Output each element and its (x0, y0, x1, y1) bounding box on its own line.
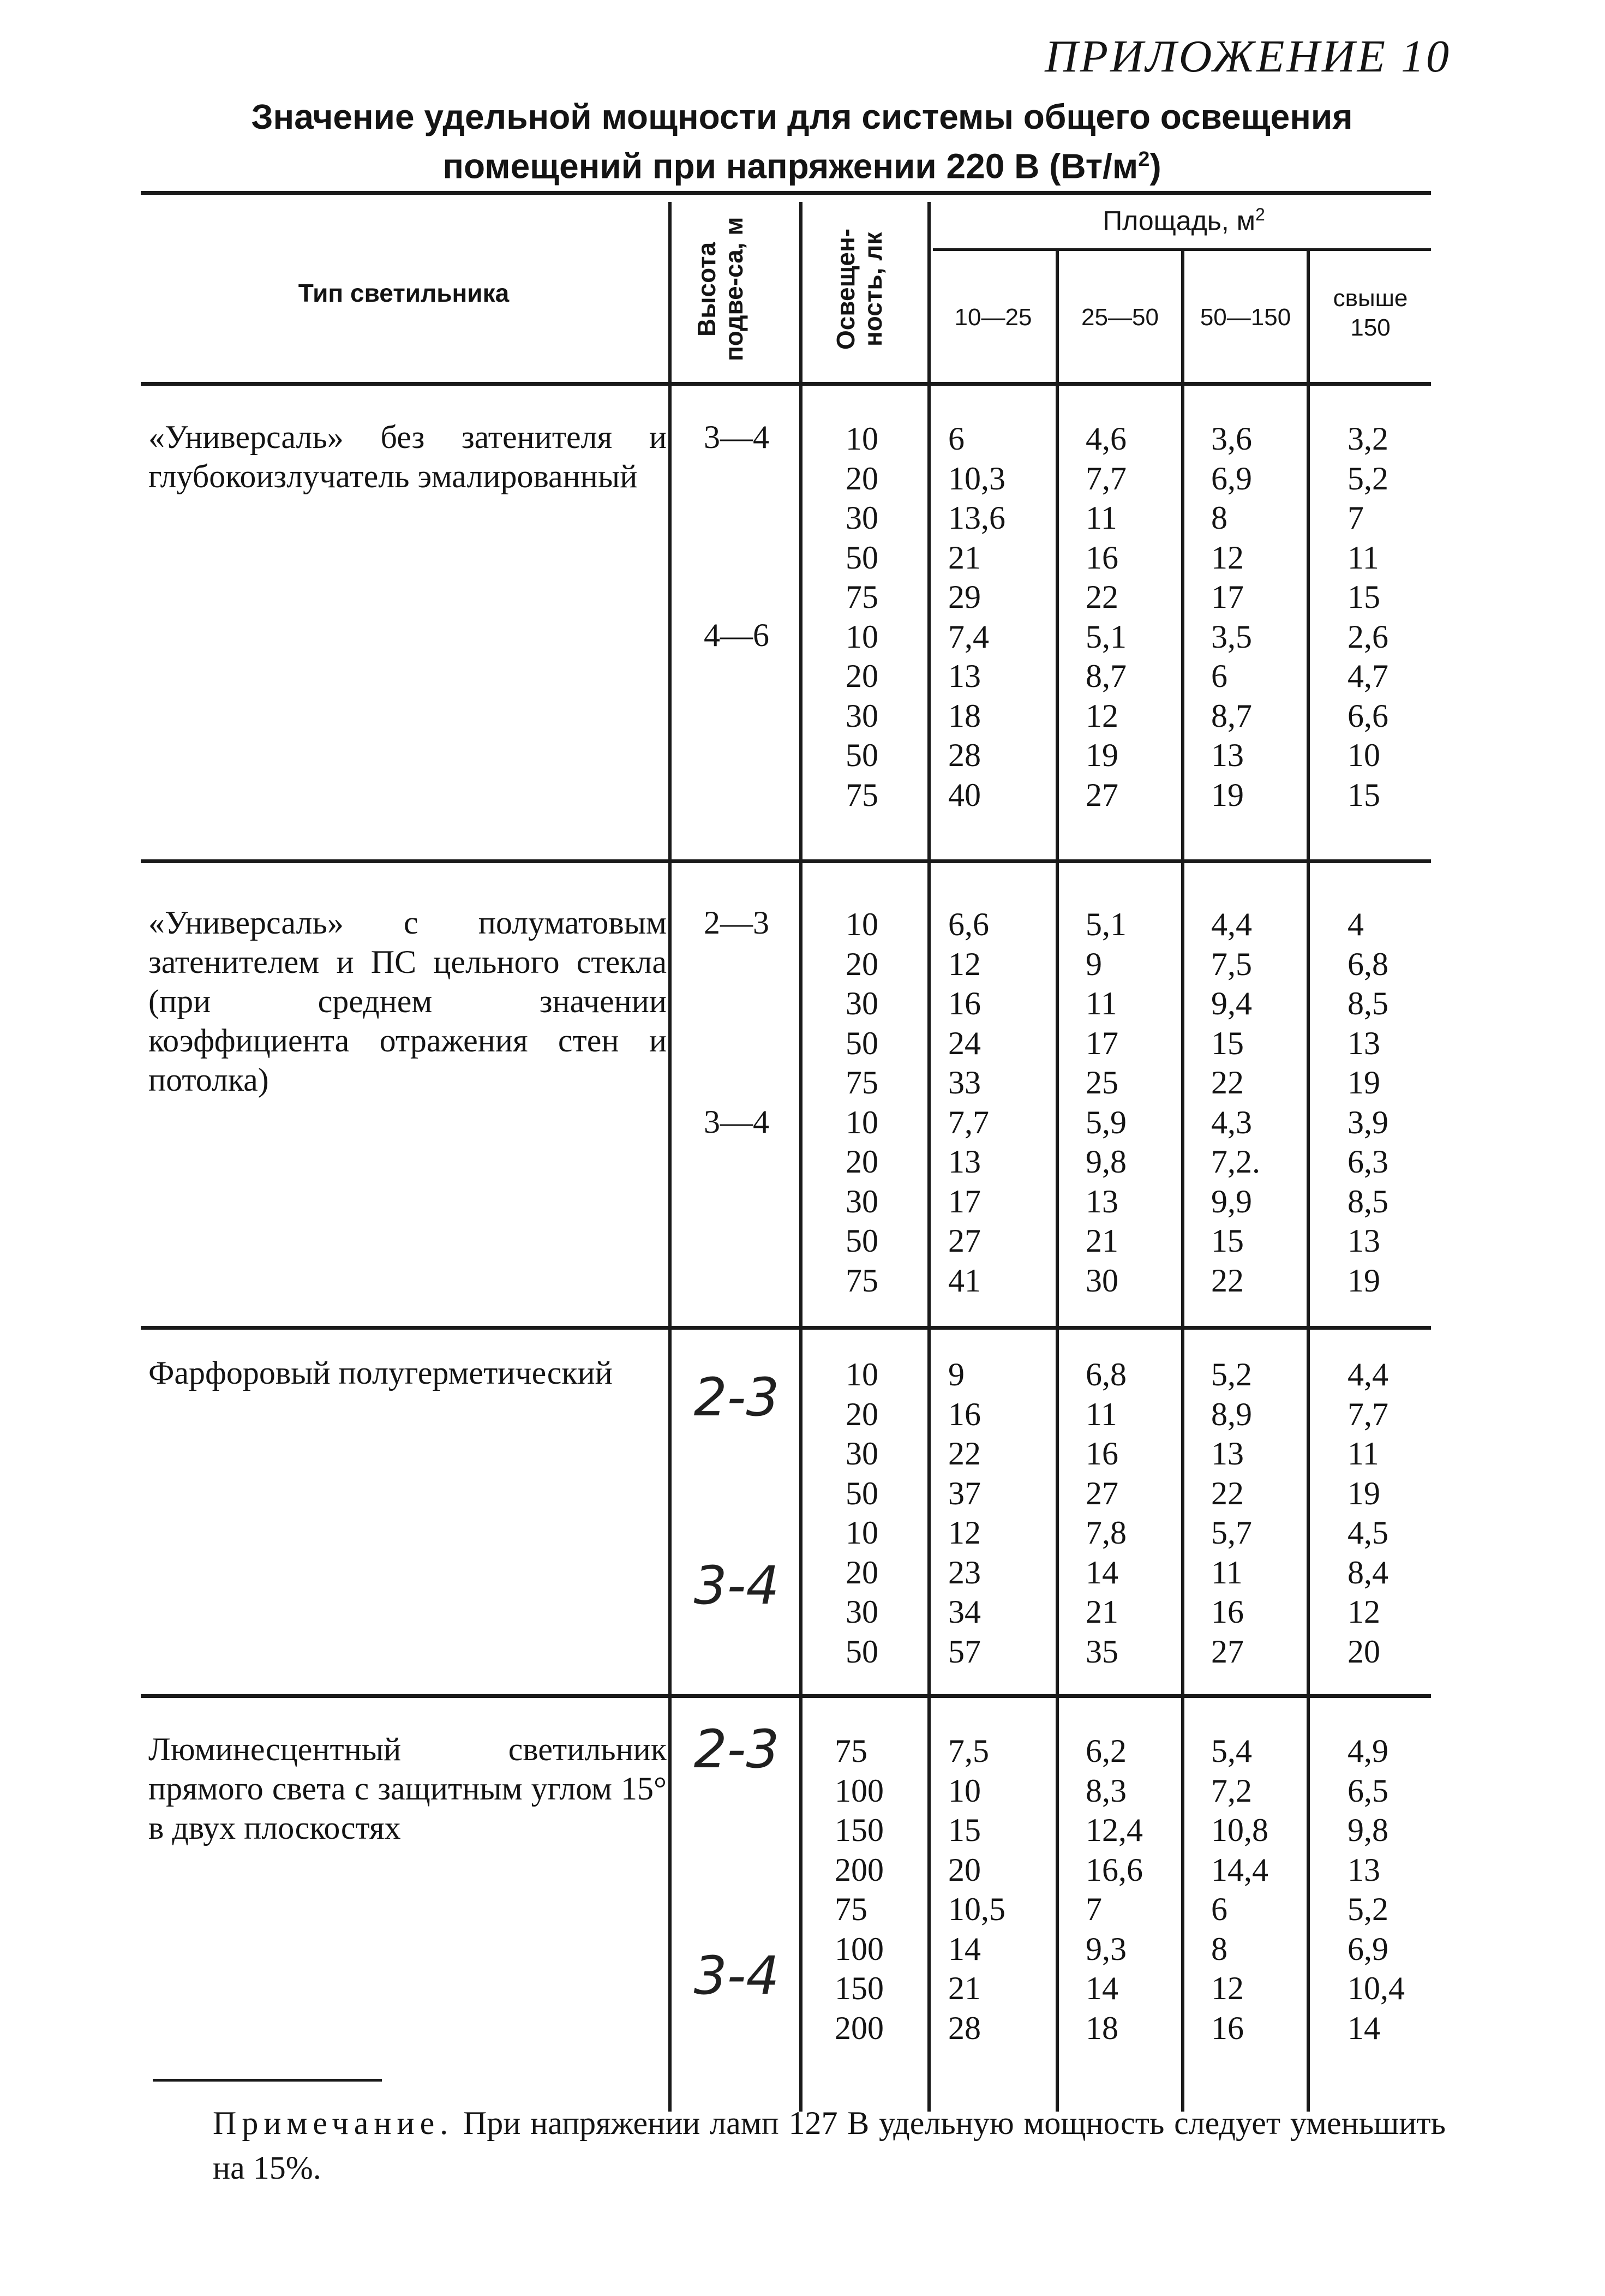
group2-area1-col (948, 905, 989, 1300)
group3-illum-cell-7: 30 (846, 1594, 878, 1630)
group3-area2-cell-1: 6,8 (1086, 1356, 1127, 1392)
group1-area1-cell-8: 18 (948, 697, 981, 734)
header-area-50-150: 50—150 (1200, 304, 1291, 331)
group2-area1-cell-8: 17 (948, 1183, 981, 1219)
group2-area1-cell-4: 24 (948, 1025, 981, 1061)
group3-area4-cell-8: 20 (1348, 1633, 1380, 1670)
group2-area3-cell-8: 9,9 (1211, 1183, 1252, 1219)
group4-area1-col (948, 1731, 1005, 2048)
group2-height-b: 3—4 (704, 1104, 769, 1140)
group2-illum-cell-1: 10 (846, 906, 878, 942)
group4-area3-cell-1: 5,4 (1211, 1733, 1252, 1769)
group2-area4-cell-8: 8,5 (1348, 1183, 1388, 1219)
group2-area2-cell-10: 30 (1086, 1262, 1118, 1299)
group3-area4-col (1348, 1355, 1388, 1671)
group2-illum-cell-3: 30 (846, 985, 878, 1021)
appendix-label: ПРИЛОЖЕНИЕ 10 (1045, 31, 1451, 82)
footnote (213, 2101, 1446, 2190)
group4-area1-cell-2: 10 (948, 1772, 981, 1809)
group4-area2-cell-2: 8,3 (1086, 1772, 1127, 1809)
group3-area2-cell-3: 16 (1086, 1436, 1118, 1472)
group1-area4-cell-2: 5,2 (1348, 460, 1388, 497)
group1-area3-cell-1: 3,6 (1211, 421, 1252, 457)
group2-area2-cell-2: 9 (1086, 946, 1102, 982)
group3-area3-cell-2: 8,9 (1211, 1396, 1252, 1432)
group4-area1-cell-5: 10,5 (948, 1891, 1005, 1927)
group1-area2-cell-2: 7,7 (1086, 460, 1127, 497)
group1-area3-cell-4: 12 (1211, 539, 1244, 576)
group3-area3-cell-1: 5,2 (1211, 1356, 1252, 1392)
group3-area3-cell-5: 5,7 (1211, 1515, 1252, 1551)
group4-area4-col (1348, 1731, 1405, 2048)
group3-area1-cell-5: 12 (948, 1515, 981, 1551)
group1-area3-cell-8: 8,7 (1211, 697, 1252, 734)
group2-illum-cell-8: 30 (846, 1183, 878, 1219)
group4-area1-cell-3: 15 (948, 1812, 981, 1848)
group3-area2-cell-5: 7,8 (1086, 1515, 1127, 1551)
group3-area4-cell-3: 11 (1348, 1436, 1379, 1472)
group1-area4-cell-10: 15 (1348, 776, 1380, 813)
header-area-25-50: 25—50 (1081, 304, 1159, 331)
group3-area3-cell-8: 27 (1211, 1633, 1244, 1670)
group1-area1-cell-7: 13 (948, 658, 981, 694)
group4-illum-cell-6: 100 (835, 1930, 884, 1967)
group1-area4-col (1348, 419, 1388, 815)
group1-area1-cell-3: 13,6 (948, 500, 1005, 536)
group4-area4-cell-2: 6,5 (1348, 1772, 1388, 1809)
group3-area3-cell-4: 22 (1211, 1475, 1244, 1511)
group1-area3-cell-6: 3,5 (1211, 618, 1252, 655)
group2-area2-cell-8: 13 (1086, 1183, 1118, 1219)
group2-area2-cell-4: 17 (1086, 1025, 1118, 1061)
group2-area3-cell-6: 4,3 (1211, 1104, 1252, 1140)
group2-area1-cell-7: 13 (948, 1144, 981, 1180)
group3-area2-cell-6: 14 (1086, 1554, 1118, 1591)
group4-illum-cell-7: 150 (835, 1970, 884, 2006)
group3-illum-cell-2: 20 (846, 1396, 878, 1432)
group4-area4-cell-7: 10,4 (1348, 1970, 1405, 2006)
group1-area2-cell-6: 5,1 (1086, 618, 1127, 655)
group2-area4-cell-7: 6,3 (1348, 1144, 1388, 1180)
group3-area1-cell-8: 57 (948, 1633, 981, 1670)
group3-area2-cell-7: 21 (1086, 1594, 1118, 1630)
group1-area3-cell-7: 6 (1211, 658, 1227, 694)
group3-illum-cell-6: 20 (846, 1554, 878, 1591)
group4-values (0, 1719, 1605, 2059)
group4-illum-cell-2: 100 (835, 1772, 884, 1809)
group1-area3-cell-10: 19 (1211, 776, 1244, 813)
group3-area1-cell-6: 23 (948, 1554, 981, 1591)
group2-area3-cell-7: 7,2. (1211, 1144, 1260, 1180)
group2-area4-cell-9: 13 (1348, 1223, 1380, 1259)
group2-area4-cell-4: 13 (1348, 1025, 1380, 1061)
table-title (142, 95, 1462, 187)
group1-area1-cell-4: 21 (948, 539, 981, 576)
group2-area3-cell-10: 22 (1211, 1262, 1244, 1299)
group1-area4-cell-4: 11 (1348, 539, 1379, 576)
group2-area4-col (1348, 905, 1388, 1300)
group4-illum-cell-3: 150 (835, 1812, 884, 1848)
group1-area1-cell-2: 10,3 (948, 460, 1005, 497)
group3-area4-cell-4: 19 (1348, 1475, 1380, 1511)
group4-height-b-handwritten: 3-4 (693, 1945, 780, 2006)
group1-height-a: 3—4 (704, 419, 769, 455)
group2-area3-cell-3: 9,4 (1211, 985, 1252, 1021)
group4-illum-cell-5: 75 (835, 1891, 867, 1927)
group3-area1-cell-2: 16 (948, 1396, 981, 1432)
group2-illum-cell-2: 20 (846, 946, 878, 982)
group4-area2-col (1086, 1731, 1143, 2048)
group1-area3-cell-5: 17 (1211, 579, 1244, 615)
group1-values (0, 419, 1605, 856)
group3-area2-cell-8: 35 (1086, 1633, 1118, 1670)
group3-area1-cell-1: 9 (948, 1356, 965, 1392)
group3-height-a-handwritten: 2-3 (693, 1367, 780, 1428)
group3-illum-cell-5: 10 (846, 1515, 878, 1551)
group4-area2-cell-7: 14 (1086, 1970, 1118, 2006)
group4-area1-cell-7: 21 (948, 1970, 981, 2006)
group3-area1-cell-4: 37 (948, 1475, 981, 1511)
group4-area2-cell-3: 12,4 (1086, 1812, 1143, 1848)
group1-area2-cell-9: 19 (1086, 737, 1118, 773)
group3-area4-cell-2: 7,7 (1348, 1396, 1388, 1432)
group3-area3-col (1211, 1355, 1252, 1671)
group1-illum-cell-1: 10 (846, 421, 878, 457)
group2-area4-cell-2: 6,8 (1348, 946, 1388, 982)
group2-area3-cell-4: 15 (1211, 1025, 1244, 1061)
group1-area1-cell-5: 29 (948, 579, 981, 615)
group2-area2-cell-1: 5,1 (1086, 906, 1127, 942)
group3-area4-cell-7: 12 (1348, 1594, 1380, 1630)
group3-area2-cell-4: 27 (1086, 1475, 1118, 1511)
group4-illum-cell-1: 75 (835, 1733, 867, 1769)
group3-area1-col (948, 1355, 981, 1671)
group4-area2-cell-5: 7 (1086, 1891, 1102, 1927)
footnote-rule (153, 2079, 382, 2082)
group1-illum-cell-8: 30 (846, 697, 878, 734)
group1-area2-cell-4: 16 (1086, 539, 1118, 576)
group4-area2-cell-8: 18 (1086, 2010, 1118, 2046)
header-area: Площадь, $м^2$ (1103, 205, 1265, 236)
footnote-label: Примечание. (213, 2105, 454, 2141)
group1-area4-cell-6: 2,6 (1348, 618, 1388, 655)
group4-area3-col (1211, 1731, 1268, 2048)
group4-area3-cell-3: 10,8 (1211, 1812, 1268, 1848)
group4-area4-cell-3: 9,8 (1348, 1812, 1388, 1848)
group2-area2-cell-7: 9,8 (1086, 1144, 1127, 1180)
group1-area3-cell-9: 13 (1211, 737, 1244, 773)
group2-area2-cell-3: 11 (1086, 985, 1117, 1021)
group4-illum-col (835, 1731, 884, 2048)
group2-area2-cell-6: 5,9 (1086, 1104, 1127, 1140)
group2-illum-cell-6: 10 (846, 1104, 878, 1140)
group1-area2-cell-1: 4,6 (1086, 421, 1127, 457)
group-rule-2 (141, 1326, 1431, 1330)
group3-area4-cell-5: 4,5 (1348, 1515, 1388, 1551)
group3-area4-cell-6: 8,4 (1348, 1554, 1388, 1591)
header-area-over-150: свыше 150 (1333, 285, 1408, 341)
group4-area4-cell-5: 5,2 (1348, 1891, 1388, 1927)
group4-area3-cell-2: 7,2 (1211, 1772, 1252, 1809)
group2-area2-cell-9: 21 (1086, 1223, 1118, 1259)
group1-area1-cell-10: 40 (948, 776, 981, 813)
group4-area4-cell-6: 6,9 (1348, 1930, 1388, 1967)
header-area-10-25: 10—25 (954, 304, 1032, 331)
group4-illum-cell-8: 200 (835, 2010, 884, 2046)
group1-area2-col (1086, 419, 1127, 815)
group2-illum-cell-7: 20 (846, 1144, 878, 1180)
group1-illum-col (846, 419, 878, 815)
group3-area3-cell-6: 11 (1211, 1554, 1243, 1591)
group1-illum-cell-9: 50 (846, 737, 878, 773)
group1-area1-cell-6: 7,4 (948, 618, 989, 655)
group2-area2-cell-5: 25 (1086, 1065, 1118, 1101)
group3-area3-cell-7: 16 (1211, 1594, 1244, 1630)
group1-illum-cell-4: 50 (846, 539, 878, 576)
group1-area2-cell-8: 12 (1086, 697, 1118, 734)
group4-area1-cell-8: 28 (948, 2010, 981, 2046)
group2-luminaire-type: «Универсаль» с полуматовым затенителем и ПС цельного стекла (при среднем значении коэффициента отражения стен и потолка) (148, 905, 667, 1098)
group2-area3-cell-1: 4,4 (1211, 906, 1252, 942)
group2-illum-col (846, 905, 878, 1300)
group4-luminaire-type: Люминесцентный светильник прямого света с защитным углом 15° в двух плоскостях (148, 1731, 667, 1846)
header-bottom-rule (141, 382, 1431, 386)
group1-area4-cell-3: 7 (1348, 500, 1364, 536)
group3-area4-cell-1: 4,4 (1348, 1356, 1388, 1392)
group1-area2-cell-10: 27 (1086, 776, 1118, 813)
group2-area1-cell-9: 27 (948, 1223, 981, 1259)
group4-area3-cell-4: 14,4 (1211, 1851, 1268, 1888)
group3-illum-cell-1: 10 (846, 1356, 878, 1392)
group2-area3-cell-9: 15 (1211, 1223, 1244, 1259)
group2-area3-col (1211, 905, 1260, 1300)
group4-area3-cell-7: 12 (1211, 1970, 1244, 2006)
group3-area1-cell-3: 22 (948, 1436, 981, 1472)
group2-area1-cell-1: 6,6 (948, 906, 989, 942)
group3-area3-cell-3: 13 (1211, 1436, 1244, 1472)
group1-area1-cell-9: 28 (948, 737, 981, 773)
group2-illum-cell-4: 50 (846, 1025, 878, 1061)
group2-area4-cell-3: 8,5 (1348, 985, 1388, 1021)
group1-illum-cell-7: 20 (846, 658, 878, 694)
group4-height-a-handwritten: 2-3 (693, 1719, 780, 1780)
group1-area1-cell-1: 6 (948, 421, 965, 457)
group-rule-3 (141, 1694, 1431, 1698)
group3-values (0, 1355, 1605, 1682)
group4-area2-cell-1: 6,2 (1086, 1733, 1127, 1769)
group3-area2-cell-2: 11 (1086, 1396, 1117, 1432)
group2-height-a: 2—3 (704, 905, 769, 941)
group4-area1-cell-4: 20 (948, 1851, 981, 1888)
group1-area1-col (948, 419, 1005, 815)
group1-area2-cell-7: 8,7 (1086, 658, 1127, 694)
group1-illum-cell-6: 10 (846, 618, 878, 655)
group1-area3-cell-2: 6,9 (1211, 460, 1252, 497)
table-top-rule (141, 191, 1431, 195)
group1-luminaire-type: «Универсаль» без затенителя и глубокоизлучатель эмалированный (148, 419, 667, 494)
group4-area2-cell-4: 16,6 (1086, 1851, 1143, 1888)
group2-area4-cell-1: 4 (1348, 906, 1364, 942)
group4-area4-cell-8: 14 (1348, 2010, 1380, 2046)
footnote-text: При напряжении ламп 127 В удельную мощность следует уменьшить на 15%. (213, 2105, 1446, 2186)
header-illuminance: Освещен-ность, лк (831, 228, 887, 350)
group2-area4-cell-10: 19 (1348, 1262, 1380, 1299)
group1-area4-cell-5: 15 (1348, 579, 1380, 615)
title-line-2: помещений при напряжении 220 В $(Вт/м^2)$ (442, 146, 1161, 186)
group1-area4-cell-9: 10 (1348, 737, 1380, 773)
group1-height-b: 4—6 (704, 617, 769, 653)
group1-illum-cell-2: 20 (846, 460, 878, 497)
group3-height-b-handwritten: 3-4 (693, 1555, 780, 1616)
group4-area3-cell-6: 8 (1211, 1930, 1227, 1967)
group3-illum-cell-4: 50 (846, 1475, 878, 1511)
group2-area3-cell-2: 7,5 (1211, 946, 1252, 982)
group2-area1-cell-3: 16 (948, 985, 981, 1021)
group2-area1-cell-10: 41 (948, 1262, 981, 1299)
group1-area2-cell-3: 11 (1086, 500, 1117, 536)
group2-area2-col (1086, 905, 1127, 1300)
group3-illum-cell-8: 50 (846, 1633, 878, 1670)
group2-illum-cell-9: 50 (846, 1223, 878, 1259)
group3-area2-col (1086, 1355, 1127, 1671)
group2-area3-cell-5: 22 (1211, 1065, 1244, 1101)
group1-area3-col (1211, 419, 1252, 815)
group4-illum-cell-4: 200 (835, 1851, 884, 1888)
group2-area1-cell-2: 12 (948, 946, 981, 982)
header-suspension-height: Высота подве-са, м (692, 217, 748, 362)
group1-area4-cell-7: 4,7 (1348, 658, 1388, 694)
group1-illum-cell-10: 75 (846, 776, 878, 813)
header-luminaire-type: Тип светильника (298, 279, 510, 307)
group4-area3-cell-8: 16 (1211, 2010, 1244, 2046)
group3-illum-col (846, 1355, 878, 1671)
group1-area4-cell-1: 3,2 (1348, 421, 1388, 457)
title-line-1: Значение удельной мощности для системы общего освещения (251, 97, 1353, 136)
group3-illum-cell-3: 30 (846, 1436, 878, 1472)
group2-illum-cell-10: 75 (846, 1262, 878, 1299)
group2-illum-cell-5: 75 (846, 1065, 878, 1101)
group-rule-1 (141, 859, 1431, 863)
group2-values (0, 905, 1605, 1319)
group1-illum-cell-5: 75 (846, 579, 878, 615)
group2-area4-cell-5: 19 (1348, 1065, 1380, 1101)
group3-area1-cell-7: 34 (948, 1594, 981, 1630)
group4-area2-cell-6: 9,3 (1086, 1930, 1127, 1967)
group2-area1-cell-5: 33 (948, 1065, 981, 1101)
group1-area2-cell-5: 22 (1086, 579, 1118, 615)
group4-area3-cell-5: 6 (1211, 1891, 1227, 1927)
group1-area4-cell-8: 6,6 (1348, 697, 1388, 734)
group4-area1-cell-1: 7,5 (948, 1733, 989, 1769)
group4-area4-cell-1: 4,9 (1348, 1733, 1388, 1769)
group4-area1-cell-6: 14 (948, 1930, 981, 1967)
group2-area1-cell-6: 7,7 (948, 1104, 989, 1140)
group4-area4-cell-4: 13 (1348, 1851, 1380, 1888)
group1-area3-cell-3: 8 (1211, 500, 1227, 536)
group3-luminaire-type: Фарфоровый полугерметический (148, 1355, 613, 1391)
group2-area4-cell-6: 3,9 (1348, 1104, 1388, 1140)
group1-illum-cell-3: 30 (846, 500, 878, 536)
